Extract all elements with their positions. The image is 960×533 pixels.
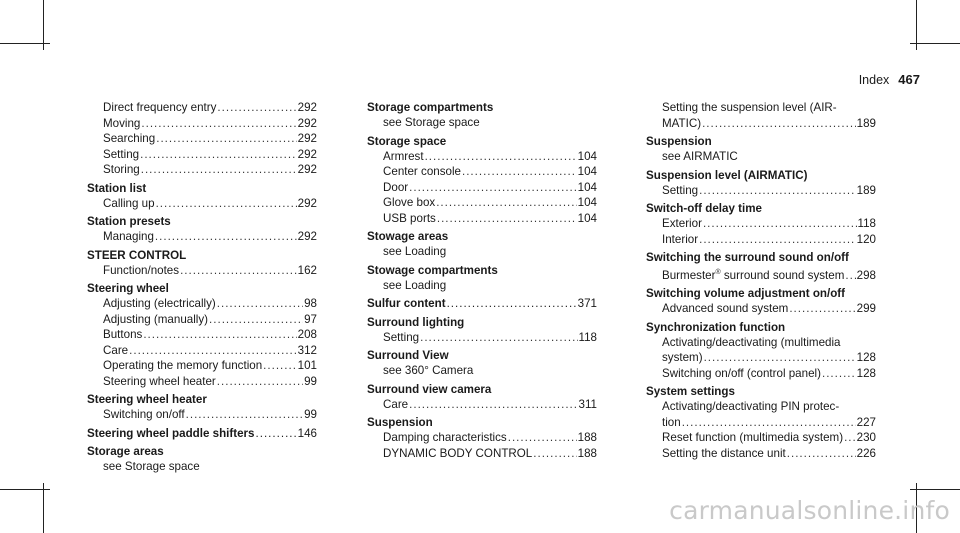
index-entry xyxy=(87,248,317,279)
index-heading: Switching volume adjustment on/off xyxy=(646,287,846,301)
page-ref: 101 xyxy=(297,359,317,372)
subentry-label: Damping characteristics xyxy=(383,431,507,444)
index-entry xyxy=(367,415,597,461)
subentry-text xyxy=(662,216,702,232)
page-ref: 208 xyxy=(297,328,317,341)
index-entry xyxy=(87,214,317,245)
subentry-label: Steering wheel heater xyxy=(103,374,216,388)
index-subentry: see 360° Camera xyxy=(383,364,474,377)
index-heading: STEER CONTROL xyxy=(87,248,187,262)
dot-leader xyxy=(703,216,857,232)
index-subentry: see AIRMATIC xyxy=(662,150,738,163)
index-heading xyxy=(367,296,597,312)
subentry-label: Searching xyxy=(103,132,156,145)
subentry-label: Setting xyxy=(662,183,699,197)
subentry-label: Care xyxy=(103,343,129,357)
subentry-text xyxy=(662,183,698,199)
index-subentry xyxy=(646,415,876,431)
dot-leader xyxy=(699,232,856,248)
subentry-label: Armrest xyxy=(383,149,424,163)
index-subentry xyxy=(367,211,597,227)
subentry-text xyxy=(662,446,786,462)
subentry-text xyxy=(103,374,216,390)
index-subentry: see Loading xyxy=(383,245,447,258)
dot-leader xyxy=(129,343,297,359)
subentry-label: Burmester xyxy=(662,268,716,282)
dot-leader xyxy=(141,162,297,178)
index-heading xyxy=(87,426,317,442)
subentry-label: Reset function (multimedia system) xyxy=(662,431,844,445)
subentry-label: Exterior xyxy=(662,217,702,230)
page-ref: 311 xyxy=(578,397,597,411)
dot-leader xyxy=(409,397,577,413)
section-title: Index xyxy=(858,73,890,87)
page-number: 467 xyxy=(898,72,920,87)
subentry-label: Center console xyxy=(383,165,461,178)
subentry-text xyxy=(103,116,140,132)
index-heading: System settings xyxy=(646,385,735,399)
page-ref: 298 xyxy=(856,268,876,282)
index-subentry: see Loading xyxy=(383,278,447,292)
dot-leader xyxy=(217,296,303,312)
index-entry xyxy=(646,134,876,165)
subentry-text xyxy=(103,100,216,116)
index-subentry xyxy=(646,183,876,199)
index-entry xyxy=(367,315,597,346)
watermark: carmanualsonline.info xyxy=(669,496,950,525)
index-heading: Suspension xyxy=(367,416,433,429)
index-heading: Stowage areas xyxy=(367,230,449,243)
dot-leader xyxy=(704,350,856,366)
index-heading: Stowage compartments xyxy=(367,263,498,277)
subentry-label: Setting the distance unit xyxy=(662,446,786,460)
subentry-label: Adjusting (electrically) xyxy=(103,297,216,310)
dot-leader xyxy=(409,180,577,196)
index-entry xyxy=(367,382,597,413)
index-entry xyxy=(367,296,597,312)
index-entry xyxy=(367,229,597,260)
subentry-label: Calling up xyxy=(103,196,155,210)
subentry-text xyxy=(103,312,208,328)
index-heading: Station list xyxy=(87,181,147,195)
index-heading: Switching the surround sound on/off xyxy=(646,251,849,264)
index-subentry: see Storage space xyxy=(103,460,200,473)
index-entry xyxy=(646,250,876,283)
dot-leader xyxy=(156,196,297,212)
index-heading: Suspension level (AIRMATIC) xyxy=(646,168,808,182)
page-ref: 188 xyxy=(577,446,597,460)
subentry-text xyxy=(103,147,139,163)
page-ref: 227 xyxy=(856,415,876,429)
subentry-text xyxy=(662,430,843,446)
index-entry xyxy=(87,281,317,389)
index-column-2 xyxy=(367,100,597,461)
index-subentry xyxy=(87,162,317,178)
page-ref: 118 xyxy=(578,330,597,344)
subentry-text xyxy=(383,430,507,446)
index-entry xyxy=(646,320,876,382)
page-ref: 292 xyxy=(297,101,317,114)
page-ref: 230 xyxy=(856,431,876,445)
registered-mark: ® xyxy=(715,269,721,276)
subentry-label: Setting xyxy=(103,147,140,161)
index-heading: Storage space xyxy=(367,134,447,148)
subentry-text xyxy=(383,180,408,196)
index-entry xyxy=(87,426,317,442)
index-entry xyxy=(87,100,317,178)
subentry-label-cont: surround sound system xyxy=(720,268,845,282)
crop-mark xyxy=(910,43,960,44)
subentry-label: Door xyxy=(383,180,409,194)
dot-leader xyxy=(787,446,856,462)
subentry-label: Switching on/off (control panel) xyxy=(662,366,821,380)
subentry-label: Interior xyxy=(662,232,699,246)
page-ref: 118 xyxy=(857,217,876,230)
subentry-text xyxy=(383,330,419,346)
dot-leader xyxy=(699,183,856,199)
subentry-label: tion xyxy=(662,415,681,429)
crop-mark xyxy=(916,0,917,50)
index-heading: Surround lighting xyxy=(367,315,465,329)
page-ref: 292 xyxy=(297,196,317,210)
dot-leader xyxy=(155,229,297,245)
subentry-text xyxy=(103,229,154,245)
dot-leader xyxy=(822,366,856,382)
subentry-label: MATIC) xyxy=(662,116,702,130)
index-heading: Switch-off delay time xyxy=(646,202,762,215)
page-ref: 146 xyxy=(297,426,317,440)
index-heading: Storage areas xyxy=(87,445,164,458)
subentry-text xyxy=(662,301,788,317)
page-ref: 292 xyxy=(297,132,317,145)
page-ref: 292 xyxy=(297,116,317,130)
page-ref: 189 xyxy=(856,183,876,197)
subentry-label: Buttons xyxy=(103,328,143,341)
index-entry xyxy=(367,100,597,131)
dot-leader xyxy=(217,100,296,116)
heading-text: Steering wheel paddle shifters xyxy=(87,426,255,440)
subentry-text xyxy=(662,265,844,283)
dot-leader xyxy=(789,301,855,317)
index-column-1 xyxy=(87,100,317,475)
index-subentry xyxy=(367,397,597,413)
subentry-text xyxy=(103,343,128,359)
index-subentry xyxy=(646,430,876,446)
index-heading: Steering wheel xyxy=(87,282,169,295)
page-ref: 292 xyxy=(297,230,317,243)
page-ref: 104 xyxy=(577,149,597,163)
subentry-text xyxy=(103,263,179,279)
page-ref: 162 xyxy=(297,263,317,277)
subentry-text xyxy=(383,149,424,165)
index-column-3 xyxy=(646,100,876,461)
index-subentry xyxy=(87,296,317,312)
index-subentry: Setting the suspension level (AIR- xyxy=(662,101,837,114)
subentry-label: Setting xyxy=(383,330,420,344)
index-subentry xyxy=(367,180,597,196)
dot-leader xyxy=(682,415,856,431)
dot-leader xyxy=(263,358,296,374)
page-ref: 299 xyxy=(856,302,876,316)
index-subentry xyxy=(367,149,597,165)
index-entry xyxy=(87,392,317,423)
subentry-label: Operating the memory function xyxy=(103,359,263,372)
subentry-label: Moving xyxy=(103,116,141,130)
crop-mark xyxy=(910,489,960,490)
dot-leader xyxy=(141,116,296,132)
index-subentry xyxy=(87,229,317,245)
index-entry xyxy=(646,168,876,199)
index-heading: Surround View xyxy=(367,349,449,362)
page-ref: 128 xyxy=(856,351,876,365)
subentry-text xyxy=(662,415,681,431)
dot-leader xyxy=(143,327,296,343)
subentry-text xyxy=(383,211,436,227)
subentry-text xyxy=(662,116,701,132)
page-ref: 97 xyxy=(304,312,317,326)
subentry-label: Glove box xyxy=(383,196,436,209)
index-subentry xyxy=(87,407,317,423)
page-ref: 371 xyxy=(577,297,597,310)
page-ref: 104 xyxy=(577,211,597,225)
page-ref: 99 xyxy=(304,374,317,388)
page-ref: 188 xyxy=(577,431,597,444)
page-ref: 312 xyxy=(297,343,317,357)
subentry-label: Advanced sound system xyxy=(662,302,789,316)
page-ref: 120 xyxy=(856,232,876,246)
index-subentry xyxy=(87,374,317,390)
subentry-text xyxy=(103,296,216,312)
index-entry xyxy=(646,286,876,317)
page-ref: 104 xyxy=(577,165,597,178)
subentry-label: system) xyxy=(662,351,703,365)
index-subentry xyxy=(646,116,876,132)
page-ref: 292 xyxy=(297,163,317,176)
subentry-text xyxy=(383,164,461,180)
index-heading: Surround view camera xyxy=(367,382,492,396)
page-ref: 104 xyxy=(577,180,597,194)
dot-leader xyxy=(420,330,577,346)
index-entry xyxy=(367,348,597,379)
index-subentry xyxy=(367,164,597,180)
index-subentry: Activating/deactivating (multimedia xyxy=(662,335,841,349)
subentry-label: Care xyxy=(383,397,409,411)
index-entry xyxy=(87,444,317,475)
index-subentry xyxy=(367,330,597,346)
index-entry xyxy=(646,100,876,131)
dot-leader xyxy=(436,195,576,211)
index-heading: Suspension xyxy=(646,135,712,148)
index-subentry xyxy=(646,265,876,283)
index-subentry: Activating/deactivating PIN protec- xyxy=(662,400,840,414)
crop-mark xyxy=(43,483,44,533)
subentry-label: USB ports xyxy=(383,211,436,225)
index-heading: Storage compartments xyxy=(367,101,494,114)
subentry-label: Adjusting (manually) xyxy=(103,312,209,326)
subentry-label: DYNAMIC BODY CONTROL xyxy=(383,446,533,460)
index-subentry xyxy=(87,147,317,163)
dot-leader xyxy=(140,147,297,163)
index-subentry xyxy=(367,195,597,211)
subentry-label: Switching on/off xyxy=(103,408,185,421)
subentry-label: Storing xyxy=(103,163,140,176)
index-subentry xyxy=(646,366,876,382)
index-subentry xyxy=(87,358,317,374)
index-heading: Synchronization function xyxy=(646,320,786,334)
index-subentry xyxy=(87,116,317,132)
index-subentry xyxy=(87,343,317,359)
subentry-text xyxy=(383,446,532,462)
subentry-label: Managing xyxy=(103,230,154,243)
dot-leader xyxy=(156,131,296,147)
index-subentry xyxy=(367,430,597,446)
page-ref: 292 xyxy=(297,147,317,161)
index-subentry xyxy=(87,196,317,212)
dot-leader xyxy=(533,446,576,462)
subentry-text xyxy=(103,407,185,423)
dot-leader xyxy=(844,430,856,446)
index-subentry xyxy=(87,100,317,116)
dot-leader xyxy=(425,149,577,165)
index-subentry xyxy=(646,232,876,248)
crop-mark xyxy=(43,0,44,50)
index-entry xyxy=(87,181,317,212)
index-subentry xyxy=(87,131,317,147)
index-subentry: see Storage space xyxy=(383,116,480,129)
subentry-text xyxy=(662,232,698,248)
index-heading: Steering wheel heater xyxy=(87,393,207,406)
page-header xyxy=(859,72,920,87)
dot-leader xyxy=(508,430,577,446)
dot-leader xyxy=(217,374,303,390)
page-ref: 226 xyxy=(856,446,876,460)
subentry-text xyxy=(662,366,821,382)
index-subentry xyxy=(367,446,597,462)
subentry-text xyxy=(103,327,142,343)
dot-leader xyxy=(437,211,577,227)
subentry-text xyxy=(103,358,262,374)
index-subentry xyxy=(646,216,876,232)
dot-leader xyxy=(845,268,855,284)
index-entry xyxy=(367,134,597,227)
dot-leader xyxy=(186,407,303,423)
index-subentry xyxy=(646,446,876,462)
subentry-text xyxy=(383,397,408,413)
dot-leader xyxy=(180,263,297,279)
heading-text: Sulfur content xyxy=(367,297,446,310)
index-heading: Station presets xyxy=(87,215,171,228)
index-subentry xyxy=(87,327,317,343)
dot-leader xyxy=(462,164,577,180)
dot-leader xyxy=(209,312,303,328)
page-ref: 128 xyxy=(856,366,876,380)
dot-leader xyxy=(702,116,856,132)
dot-leader xyxy=(256,426,297,442)
subentry-text xyxy=(103,162,140,178)
subentry-text xyxy=(662,350,703,366)
index-subentry xyxy=(646,350,876,366)
page-ref: 98 xyxy=(304,297,317,310)
index-subentry xyxy=(87,312,317,328)
index-entry xyxy=(646,201,876,247)
index-subentry xyxy=(646,301,876,317)
index-entry xyxy=(367,263,597,294)
dot-leader xyxy=(447,296,577,312)
page-ref: 104 xyxy=(577,196,597,209)
subentry-text xyxy=(103,196,155,212)
page-ref: 189 xyxy=(856,116,876,130)
subentry-text xyxy=(103,131,155,147)
index-entry xyxy=(646,384,876,461)
subentry-label: Direct frequency entry xyxy=(103,101,217,114)
subentry-text xyxy=(383,195,435,211)
subentry-label: Function/notes xyxy=(103,263,180,277)
index-subentry xyxy=(87,263,317,279)
page-ref: 99 xyxy=(304,408,317,421)
